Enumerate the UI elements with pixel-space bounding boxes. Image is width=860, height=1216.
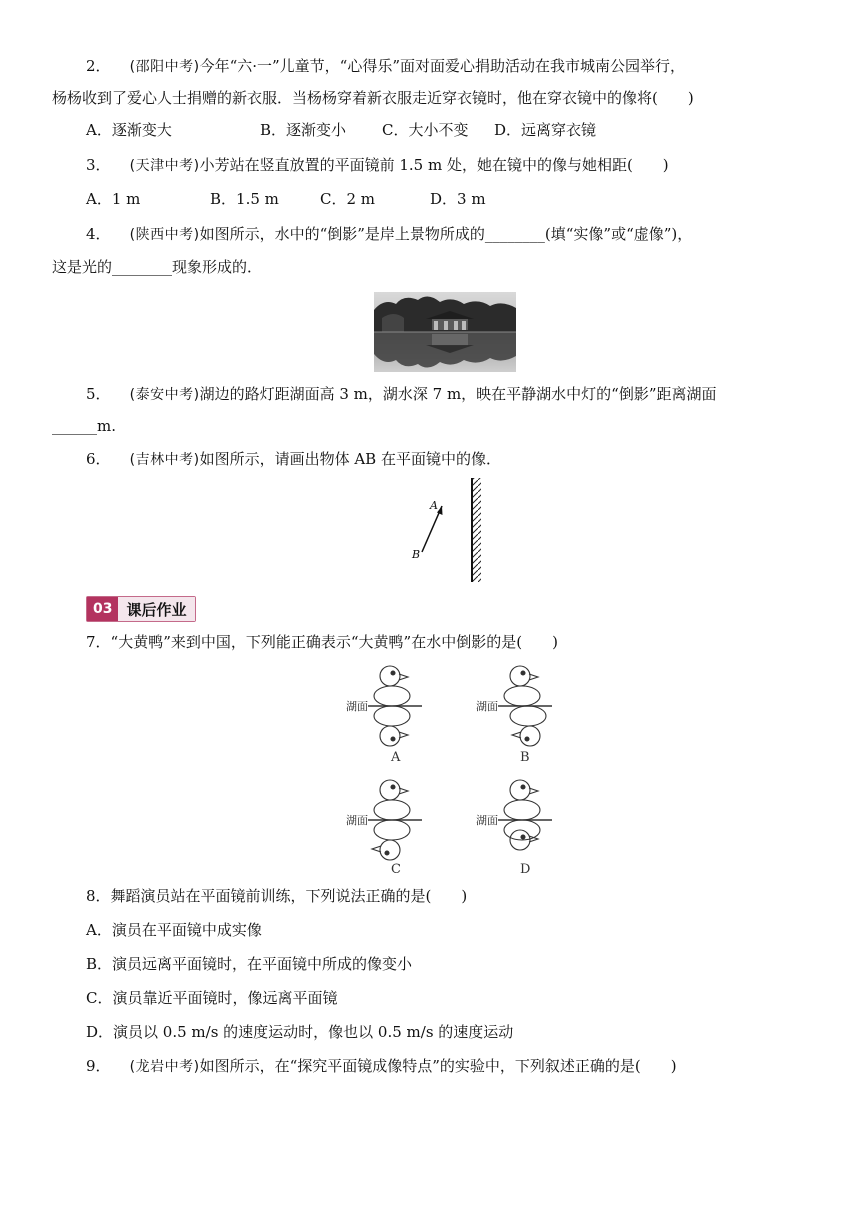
question-source: (邵阳中考) — [129, 59, 200, 75]
question-8-option-d: D．演员以 0.5 m/s 的速度运动时，像也以 0.5 m/s 的速度运动 — [86, 1023, 514, 1041]
question-text: 如图所示，请画出物体 AB 在平面镜中的像． — [199, 450, 501, 468]
option-letter-b: B — [520, 750, 530, 765]
question-text: 小芳站在竖直放置的平面镜前 1.5 m 处，她在镜中的像与她相距( ) — [199, 156, 669, 174]
question-number: 9． — [86, 1057, 111, 1075]
question-2-line-2: 杨杨收到了爱心人士捐赠的新衣服．当杨杨穿着新衣服走近穿衣镜时，他在穿衣镜中的像将( ) — [52, 89, 694, 107]
question-number: 6． — [86, 450, 111, 468]
question-2-options — [86, 120, 596, 140]
question-source: (吉林中考) — [129, 452, 200, 468]
question-source: (天津中考) — [129, 158, 200, 174]
lake-label-b: 湖面 — [476, 700, 498, 713]
question-8-option-b: B．演员远离平面镜时，在平面镜中所成的像变小 — [86, 955, 413, 973]
question-number: 4． — [86, 225, 111, 243]
duck-option-b — [498, 662, 552, 750]
question-text: 今年“六·一”儿童节，“心得乐”面对面爱心捐助活动在我市城南公园举行， — [199, 57, 686, 75]
question-8-option-a: A．演员在平面镜中成实像 — [86, 921, 262, 939]
option-letter-a: A — [391, 750, 401, 765]
question-source: (龙岩中考) — [129, 1059, 200, 1075]
question-2-line-1 — [86, 56, 685, 77]
question-number: 3． — [86, 156, 111, 174]
question-number: 2． — [86, 57, 111, 75]
lake-label-d: 湖面 — [476, 814, 498, 827]
question-8-option-c: C．演员靠近平面镜时，像远离平面镜 — [86, 989, 338, 1007]
option-letter-d: D — [520, 862, 531, 877]
question-text: 湖边的路灯距湖面高 3 m，湖水深 7 m，映在平静湖水中灯的“倒影”距离湖面 — [199, 385, 717, 403]
question-source: (陕西中考) — [129, 227, 200, 243]
mirror-diagram — [406, 474, 496, 586]
option-d: D．3 m — [430, 190, 486, 208]
question-text: 如图所示，水中的“倒影”是岸上景物所成的________(填“实像”或“虚像”)， — [199, 225, 693, 243]
question-source: (泰安中考) — [129, 387, 200, 403]
option-b: B．1.5 m — [210, 190, 279, 208]
option-a: A．逐渐变大 — [86, 121, 172, 139]
question-4-line-2: 这是光的________现象形成的． — [52, 258, 263, 276]
question-5-line-1 — [86, 384, 717, 405]
label-a: A — [430, 499, 438, 512]
option-c: C．大小不变 — [382, 121, 469, 139]
duck-option-d — [498, 776, 552, 864]
section-header — [86, 596, 196, 622]
section-title: 课后作业 — [118, 597, 194, 621]
question-3-line — [86, 155, 669, 176]
label-b: B — [412, 548, 421, 561]
question-3-options — [86, 189, 486, 209]
option-d: D．远离穿衣镜 — [494, 121, 597, 139]
question-8-line: 8．舞蹈演员站在平面镜前训练，下列说法正确的是( ) — [86, 887, 468, 905]
option-c: C．2 m — [320, 190, 376, 208]
question-6-line — [86, 449, 501, 470]
section-number: 03 — [87, 597, 118, 621]
duck-option-a — [368, 662, 422, 750]
lake-label-a: 湖面 — [346, 700, 368, 713]
question-4-line-1 — [86, 224, 692, 245]
lake-label-c: 湖面 — [346, 814, 368, 827]
question-9-line — [86, 1056, 677, 1077]
lake-reflection-photo — [374, 292, 516, 372]
question-text: 如图所示，在“探究平面镜成像特点”的实验中，下列叙述正确的是( ) — [199, 1057, 677, 1075]
question-number: 5． — [86, 385, 111, 403]
option-a: A．1 m — [86, 190, 141, 208]
duck-option-c — [368, 776, 422, 864]
question-5-line-2: ______m. — [52, 417, 116, 435]
question-7-line: 7．“大黄鸭”来到中国，下列能正确表示“大黄鸭”在水中倒影的是( ) — [86, 633, 558, 651]
option-letter-c: C — [391, 862, 401, 877]
option-b: B．逐渐变小 — [260, 121, 347, 139]
